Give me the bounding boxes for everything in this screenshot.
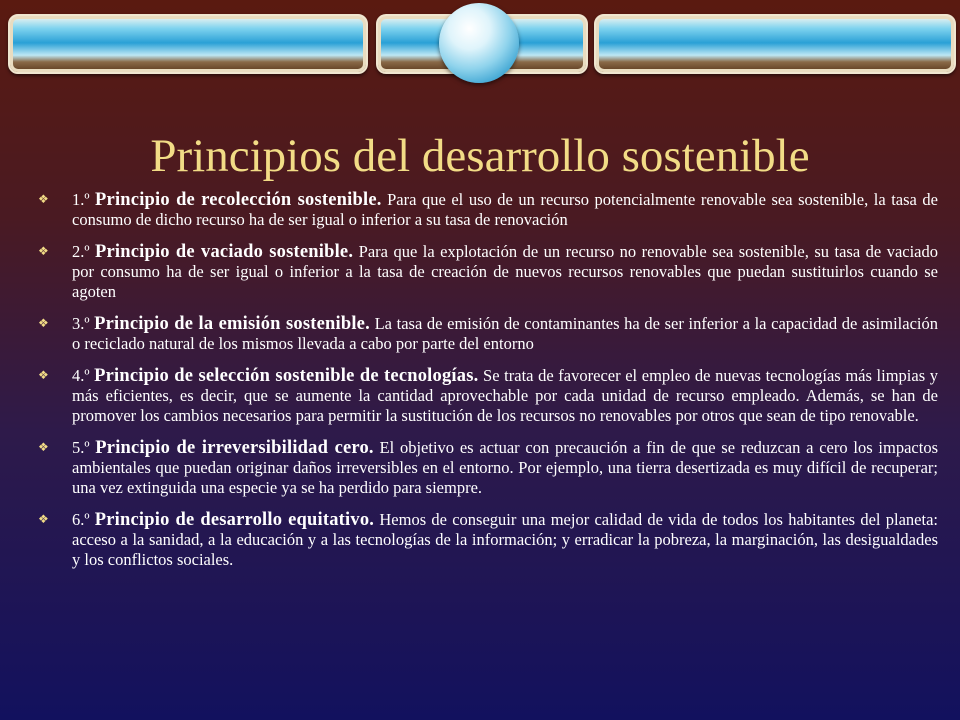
list-item: [38, 438, 938, 498]
list-item: [38, 242, 938, 302]
principles-list: [38, 190, 938, 582]
item-heading: Principio de recolección sostenible.: [95, 190, 382, 210]
list-item: [38, 314, 938, 354]
diamond-fleur-icon: ❖: [38, 440, 49, 454]
item-number: 1.º: [72, 190, 96, 209]
item-body: Para que el uso de un recurso potencialmente renovable sea sostenible, la tasa de consumo de dicho recurso ha de ser igual o inferior a su tasa de renovación: [72, 190, 938, 229]
item-body: La tasa de emisión de contaminantes ha de ser inferior a la capacidad de asimilación o reciclado natural de los mismos llevada a cabo por parte del entorno: [72, 314, 939, 353]
item-body: Se trata de favorecer el empleo de nuevas tecnologías más limpias y más eficientes, es decir, que se aumente la cantidad aprovechable por cada unidad de recurso empleado. Además, se han de promover los cambios necesarios para permitir la sustitución de los recursos no renovables por otros que sean de tipo renovable.: [72, 366, 938, 425]
list-item: [38, 190, 938, 230]
list-item: [38, 510, 938, 570]
slide-title: Principios del desarrollo sostenible: [150, 130, 810, 182]
item-heading: Principio de la emisión sostenible.: [94, 314, 370, 334]
item-number: 4.º: [72, 366, 95, 385]
diamond-fleur-icon: ❖: [38, 368, 49, 382]
diamond-fleur-icon: ❖: [38, 316, 49, 330]
item-number: 5.º: [72, 438, 96, 457]
item-heading: Principio de irreversibilidad cero.: [95, 438, 374, 458]
item-body: Para que la explotación de un recurso no renovable sea sostenible, su tasa de vaciado por consumo ha de ser igual o inferior a la tasa de creación de nuevos recursos renovables que puedan sustituirlos cuando se agoten: [72, 242, 939, 301]
item-number: 2.º: [72, 242, 95, 261]
list-item: [38, 366, 938, 426]
diamond-fleur-icon: ❖: [38, 192, 49, 206]
item-body: Hemos de conseguir una mejor calidad de vida de todos los habitantes del planeta: acceso a la sanidad, a la educación y a las tecnologías de la información; y erradicar la pobreza, la marginación, las desigualdades y los conflictos sociales.: [72, 510, 938, 569]
item-heading: Principio de selección sostenible de tecnologías.: [94, 366, 479, 386]
globe-icon: [439, 3, 519, 83]
banner-left: [8, 14, 368, 74]
diamond-fleur-icon: ❖: [38, 512, 49, 526]
banner-right: [594, 14, 956, 74]
item-heading: Principio de vaciado sostenible.: [94, 242, 354, 262]
item-heading: Principio de desarrollo equitativo.: [94, 510, 375, 530]
item-number: 6.º: [72, 510, 95, 529]
item-body: El objetivo es actuar con precaución a fin de que se reduzcan a cero los impactos ambientales que puedan originar daños irreversibles en el entorno. Por ejemplo, una tierra desertizada es muy difícil de recuperar; una vez extinguida una especie ya se ha perdido para siempre.: [72, 438, 939, 497]
item-number: 3.º: [72, 314, 95, 333]
diamond-fleur-icon: ❖: [38, 244, 49, 258]
